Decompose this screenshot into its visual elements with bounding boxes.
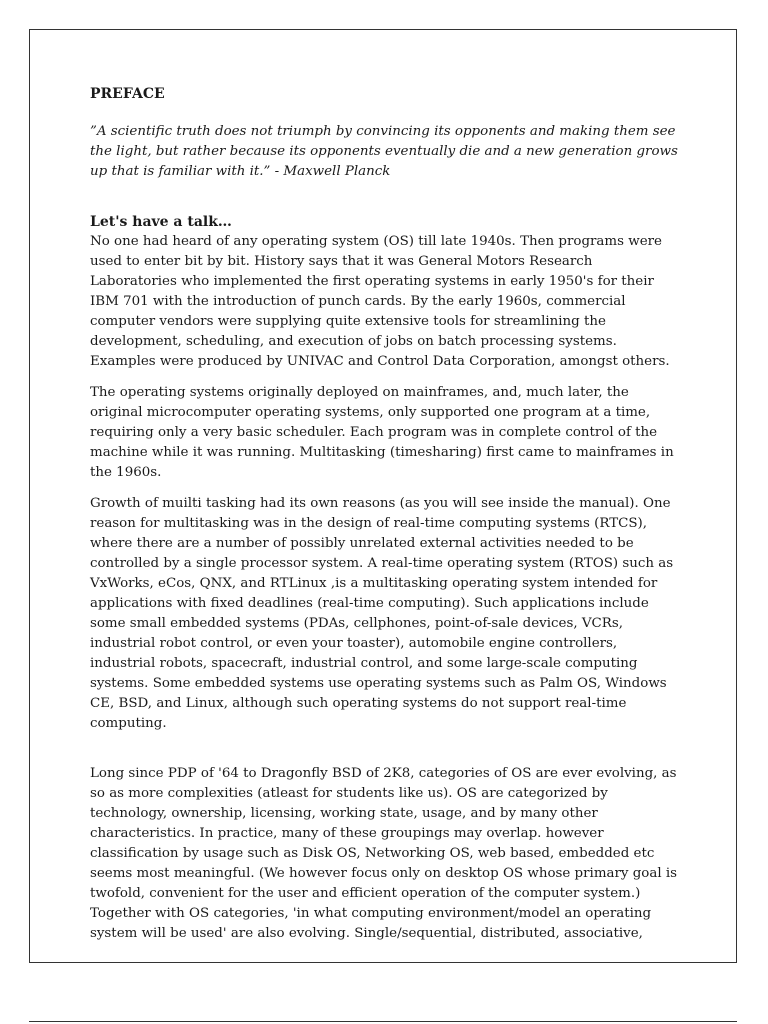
section-subheading: Let's have a talk… (90, 214, 232, 230)
paragraph-multitasking: Growth of muilti tasking had its own reasons (as you will see inside the manual). One reason for multitasking was in the design of real-time computing systems (RTCS), where there are a number of possibly unrelated external activities needed to be controlled by a single processor system. A real-time operating system (RTOS) such as VxWorks, eCos, QNX, and RTLinux ,is a multitasking operating system intended for applications with fixed deadlines (real-time computing). Such applications include some small embedded systems (PDAs, cellphones, point-of-sale devices, VCRs, industrial robot control, or even your toaster), automobile engine controllers, industrial robots, spacecraft, industrial control, and some large-scale computing systems. Some embedded systems use operating systems such as Palm OS, Windows CE, BSD, and Linux, although such operating systems do not support real-time computing. (90, 496, 674, 731)
document-body (90, 84, 680, 944)
paragraph-categories: Long since PDP of '64 to Dragonfly BSD of 2K8, categories of OS are ever evolving, as so as more complexities (atleast for students like us). OS are categorized by technology, ownership, licensing, working state, usage, and by many other characteristics. In practice, many of these groupings may overlap. however classification by usage such as Disk OS, Networking OS, web based, embedded etc seems most meaningful. (We however focus only on desktop OS whose primary goal is twofold, convenient for the user and efficient operation of the computer system.) (90, 766, 678, 901)
paragraph-history: No one had heard of any operating system (OS) till late 1940s. Then programs were used to enter bit by bit. History says that it was General Motors Research Laboratories who implemented the first operating systems in early 1950's for their IBM 701 with the introduction of punch cards. By the early 1960s, commercial computer vendors were supplying quite extensive tools for streamlining the development, scheduling, and execution of jobs on batch processing systems. Examples were produced by UNIVAC and Control Data Corporation, amongst others. (90, 234, 670, 369)
preface-heading: PREFACE (90, 86, 165, 102)
paragraph-environments: Together with OS categories, 'in what computing environment/model an operating system will be used' are also evolving. Single/sequential, distributed, associative, (90, 906, 652, 941)
epigraph-quote: ”A scientific truth does not triumph by convincing its opponents and making them see the light, but rather because its opponents eventually die and a new generation grows up that is familiar with it.” - Maxwell Planck (90, 124, 678, 179)
page-divider (29, 1021, 737, 1022)
paragraph-mainframes: The operating systems originally deployed on mainframes, and, much later, the original microcomputer operating systems, only supported one program at a time, requiring only a very basic scheduler. Each program was in complete control of the machine while it was running. Multitasking (timesharing) first came to mainframes in the 1960s. (90, 385, 674, 480)
